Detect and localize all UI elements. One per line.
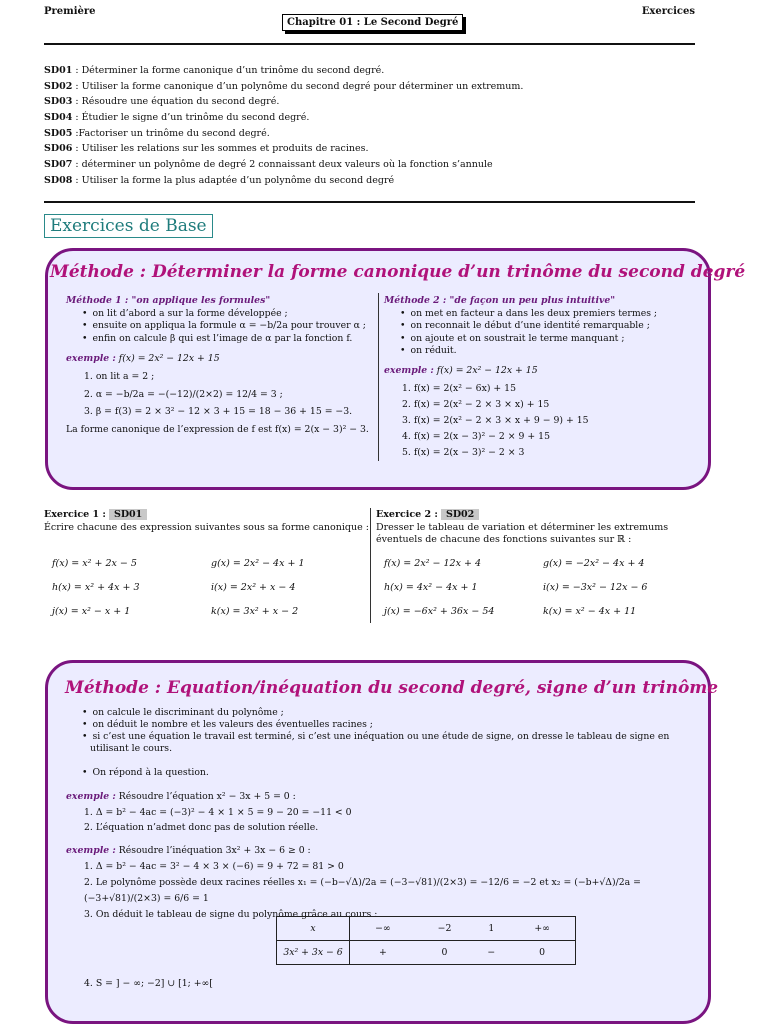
method-content: [66, 707, 696, 923]
exercise-2-tag: SD02: [441, 509, 479, 520]
method-box-equation: [45, 660, 719, 1024]
header-type: Exercices: [641, 6, 695, 17]
function-item: f(x) = x² + 2x − 5: [52, 558, 137, 569]
example-1-steps: [66, 805, 696, 835]
sign-table-cell: −∞: [350, 917, 416, 941]
function-item: k(x) = x² − 4x + 11: [543, 606, 637, 617]
sign-table-cell: 0: [416, 941, 474, 965]
example-expression: f(x) = 2x² − 12x + 15: [118, 353, 220, 365]
sign-table-cell: 1: [473, 917, 509, 941]
exercise-2-title: Exercice 2 :: [376, 509, 438, 520]
sign-table-header: x: [310, 923, 316, 934]
section-title: Exercices de Base: [44, 214, 213, 238]
bullet-item: • on calcule le discriminant du polynôme ;: [90, 707, 696, 719]
exercise-1-instruction: Écrire chacune des expression suivantes sous sa forme canonique :: [44, 521, 369, 533]
objective-item: SD08 : Utiliser la forme la plus adaptée d’un polynôme du second degré: [44, 174, 395, 186]
objective-item: SD05 :Factoriser un trinôme du second degré.: [44, 127, 270, 139]
bullet-item: • ensuite on appliqua la formule α = −b/2a pour trouver α ;: [90, 320, 376, 333]
objective-item: SD06 : Utiliser les relations sur les sommes et produits de racines.: [44, 143, 369, 155]
exercise-2-instruction: Dresser le tableau de variation et déterminer les extremums éventuels de chacune des fonctions suivantes sur ℝ :: [376, 521, 669, 546]
example-statement: Résoudre l’équation x² − 3x + 5 = 0 :: [118, 791, 296, 802]
method-1-bullets: [66, 308, 376, 346]
step-item: 2. L’équation n’admet donc pas de solution réelle.: [84, 822, 319, 833]
example-label: exemple :: [66, 791, 116, 802]
function-item: h(x) = 4x² − 4x + 1: [384, 582, 478, 593]
function-item: j(x) = −6x² + 36x − 54: [384, 606, 495, 617]
step-item: 1. Δ = b² − 4ac = (−3)² − 4 × 1 × 5 = 9 − 20 = −11 < 0: [84, 807, 352, 818]
exercise-1: [44, 509, 369, 534]
method-2-column: [384, 295, 684, 461]
sign-table-cell: −: [473, 941, 509, 965]
function-item: h(x) = x² + 4x + 3: [52, 582, 140, 593]
sign-table-cell: +∞: [509, 917, 575, 941]
step-item: 1. Δ = b² − 4ac = 3² − 4 × 3 × (−6) = 9 + 72 = 81 > 0: [84, 861, 344, 872]
step-item: 2. α = −b/2a = −(−12)/(2×2) = 12/4 = 3 ;: [84, 388, 283, 400]
objective-item: SD02 : Utiliser la forme canonique d’un polynôme du second degré pour déterminer un extremum.: [44, 80, 524, 92]
objective-item: SD04 : Étudier le signe d’un trinôme du second degré.: [44, 112, 310, 124]
function-item: j(x) = x² − x + 1: [52, 606, 131, 617]
solution-set: 4. S = ] − ∞; −2] ∪ [1; +∞[: [84, 978, 213, 989]
step-item: 1. f(x) = 2(x² − 6x) + 15: [402, 382, 516, 394]
function-item: k(x) = 3x² + x − 2: [211, 606, 299, 617]
chapter-title: Chapitre 01 : Le Second Degré: [282, 14, 463, 31]
method-2-heading: Méthode 2 : "de façon un peu plus intuitive": [384, 295, 616, 306]
exercise-1-functions: [44, 558, 369, 618]
exercise-1-title: Exercice 1 :: [44, 509, 106, 520]
sign-table-cell: −2: [416, 917, 474, 941]
bullet-item: • si c’est une équation le travail est terminé, si c’est une inéquation ou une étude de signe, on dresse le tableau de signe en utilisant le cours.: [90, 731, 696, 755]
method-box-canonical: [45, 248, 746, 490]
step-item: 3. f(x) = 2(x² − 2 × 3 × x + 9 − 9) + 15: [402, 414, 589, 426]
sign-table-cell: +: [350, 941, 416, 965]
step-item: 2. f(x) = 2(x² − 2 × 3 × x) + 15: [402, 398, 550, 410]
example-expression: f(x) = 2x² − 12x + 15: [436, 364, 538, 376]
bullet-item: • on lit d’abord a sur la forme développée ;: [90, 308, 376, 321]
method-1-column: [66, 295, 376, 436]
sign-table-row-label: 3x² + 3x − 6: [283, 947, 343, 958]
method-1-steps: [66, 371, 376, 419]
function-item: g(x) = −2x² − 4x + 4: [543, 558, 645, 569]
objective-item: SD07 : déterminer un polynôme de degré 2 connaissant deux valeurs où la fonction s’annule: [44, 159, 493, 171]
example-label: exemple :: [66, 845, 116, 856]
example-statement: Résoudre l’inéquation 3x² + 3x − 6 ≥ 0 :: [118, 845, 311, 856]
bullet-item: • on déduit le nombre et les valeurs des éventuelles racines ;: [90, 719, 696, 731]
method-2-bullets: [384, 308, 684, 358]
function-item: i(x) = 2x² + x − 4: [211, 582, 296, 593]
exercise-divider: [370, 508, 371, 623]
step-item: 3. β = f(3) = 2 × 3² − 12 × 3 + 15 = 18 − 36 + 15 = −3.: [84, 406, 353, 418]
header-level: Première: [44, 6, 96, 17]
step-item: 1. on lit a = 2 ;: [84, 370, 155, 382]
method-bullets: [66, 707, 696, 779]
top-rule: [44, 43, 695, 45]
exercise-1-tag: SD01: [109, 509, 147, 520]
example-2-steps: [66, 859, 696, 923]
method-1-conclusion: La forme canonique de l’expression de f est f(x) = 2(x − 3)² − 3.: [66, 423, 369, 435]
method-title: Méthode : Equation/inéquation du second degré, signe d’un trinôme: [65, 678, 719, 698]
sign-table: [276, 916, 576, 965]
example-label: exemple :: [66, 353, 116, 365]
bullet-item: • on ajoute et on soustrait le terme manquant ;: [408, 333, 684, 346]
column-divider: [378, 293, 379, 461]
function-item: i(x) = −3x² − 12x − 6: [543, 582, 648, 593]
bullet-item: • on réduit.: [408, 345, 684, 358]
bullet-item: • On répond à la question.: [90, 767, 696, 779]
step-item: 4. f(x) = 2(x − 3)² − 2 × 9 + 15: [402, 430, 550, 442]
step-item: 3. On déduit le tableau de signe du polynôme grâce au cours :: [84, 909, 378, 920]
objective-item: SD01 : Déterminer la forme canonique d’un trinôme du second degré.: [44, 65, 385, 76]
exercise-2-functions: [376, 558, 701, 618]
objectives-rule: [44, 201, 695, 203]
function-item: g(x) = 2x² − 4x + 1: [211, 558, 305, 569]
bullet-item: • enfin on calcule β qui est l’image de α par la fonction f.: [90, 333, 376, 346]
bullet-item: • on reconnait le début d’une identité remarquable ;: [408, 320, 684, 333]
objectives-list: [44, 63, 704, 189]
method-title: Méthode : Déterminer la forme canonique d’un trinôme du second degré: [50, 262, 746, 282]
example-label: exemple :: [384, 364, 434, 376]
step-item: 5. f(x) = 2(x − 3)² − 2 × 3: [402, 446, 525, 458]
method-2-steps: [384, 381, 684, 461]
method-1-heading: Méthode 1 : "on applique les formules": [66, 295, 271, 306]
sign-table-cell: 0: [509, 941, 575, 965]
bullet-item: • on met en facteur a dans les deux premiers termes ;: [408, 308, 684, 321]
function-item: f(x) = 2x² − 12x + 4: [384, 558, 481, 569]
objective-item: SD03 : Résoudre une équation du second degré.: [44, 96, 280, 108]
step-item: 2. Le polynôme possède deux racines réelles x₁ = (−b−√Δ)/2a = (−3−√81)/(2×3) = −12/6 = −2 et x₂ = (−b+√Δ)/2a = (−3+√81)/(2×3) = 6/6 = 1: [84, 877, 641, 904]
exercise-2: [376, 509, 701, 547]
